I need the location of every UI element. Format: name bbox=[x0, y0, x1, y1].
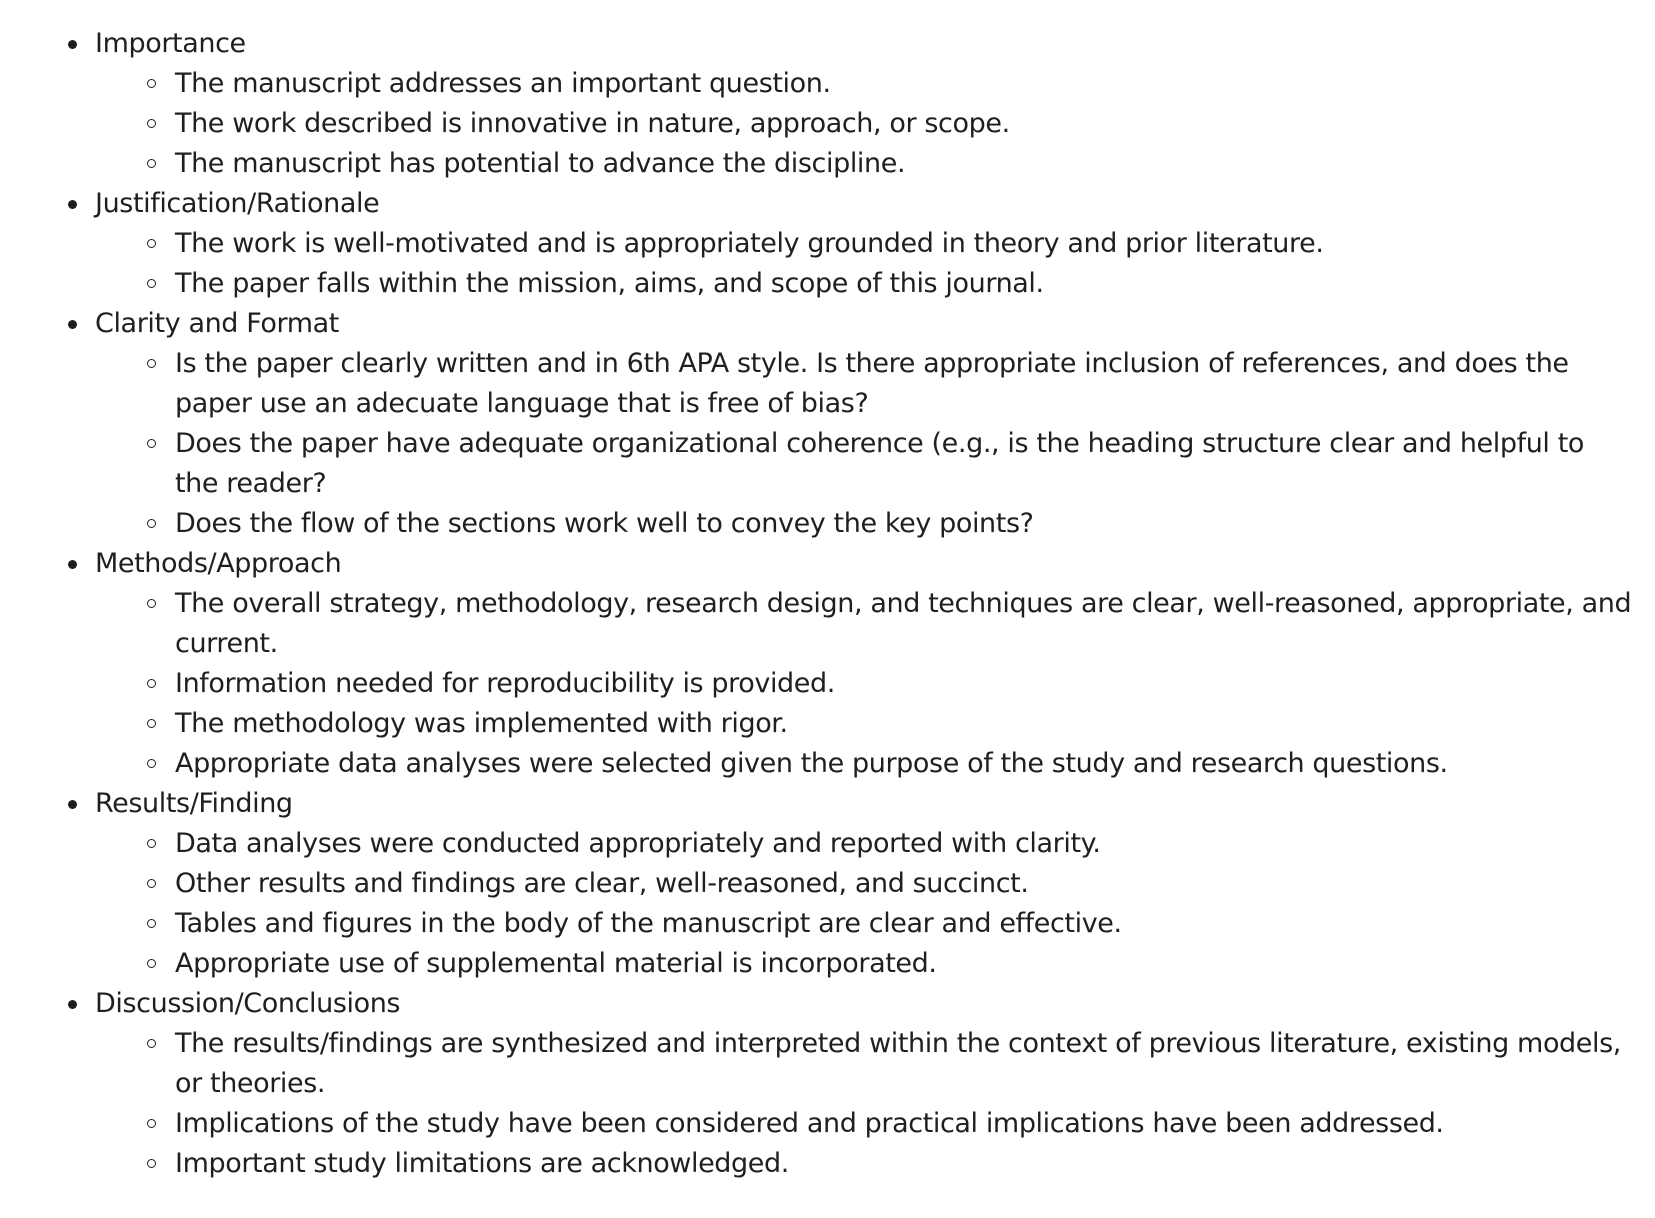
section-justification bbox=[95, 184, 1655, 304]
item-text: Implications of the study have been considered and practical implications have been addressed. bbox=[175, 1108, 1444, 1139]
item-text: The paper falls within the mission, aims, and scope of this journal. bbox=[175, 268, 1044, 299]
circle-bullet-icon bbox=[147, 759, 156, 768]
item-text: The manuscript addresses an important question. bbox=[175, 68, 831, 99]
list-item bbox=[175, 424, 1635, 504]
list-item bbox=[175, 824, 1635, 864]
section-importance bbox=[95, 24, 1655, 184]
circle-bullet-icon bbox=[147, 839, 156, 848]
item-text: Information needed for reproducibility is provided. bbox=[175, 668, 835, 699]
circle-bullet-icon bbox=[147, 959, 156, 968]
circle-bullet-icon bbox=[147, 1119, 156, 1128]
review-criteria-document bbox=[0, 24, 1655, 1184]
item-text: Other results and findings are clear, well-reasoned, and succinct. bbox=[175, 868, 1029, 899]
item-text: Important study limitations are acknowledged. bbox=[175, 1148, 789, 1179]
bullet-icon bbox=[68, 1000, 77, 1009]
item-text: The work described is innovative in nature, approach, or scope. bbox=[175, 108, 1010, 139]
bullet-icon bbox=[68, 320, 77, 329]
circle-bullet-icon bbox=[147, 79, 156, 88]
bullet-icon bbox=[68, 800, 77, 809]
section-title: Methods/Approach bbox=[95, 548, 342, 579]
circle-bullet-icon bbox=[147, 359, 156, 368]
item-text: Appropriate data analyses were selected given the purpose of the study and research questions. bbox=[175, 748, 1448, 779]
criteria-list bbox=[0, 24, 1655, 1184]
list-item bbox=[175, 104, 1635, 144]
circle-bullet-icon bbox=[147, 1039, 156, 1048]
sub-list bbox=[95, 824, 1655, 984]
circle-bullet-icon bbox=[147, 439, 156, 448]
circle-bullet-icon bbox=[147, 599, 156, 608]
bullet-icon bbox=[68, 40, 77, 49]
circle-bullet-icon bbox=[147, 919, 156, 928]
section-title: Importance bbox=[95, 28, 246, 59]
item-text: The overall strategy, methodology, research design, and techniques are clear, well-reasoned, appropriate, and current. bbox=[175, 588, 1632, 659]
section-results bbox=[95, 784, 1655, 984]
section-title: Justification/Rationale bbox=[95, 188, 380, 219]
circle-bullet-icon bbox=[147, 119, 156, 128]
sub-list bbox=[95, 1024, 1655, 1184]
sub-list bbox=[95, 64, 1655, 184]
item-text: Is the paper clearly written and in 6th APA style. Is there appropriate inclusion of references, and does the paper use an adecuate language that is free of bias? bbox=[175, 348, 1569, 419]
list-item bbox=[175, 704, 1635, 744]
sub-list bbox=[95, 344, 1655, 544]
bullet-icon bbox=[68, 200, 77, 209]
list-item bbox=[175, 144, 1635, 184]
circle-bullet-icon bbox=[147, 1159, 156, 1168]
item-text: The manuscript has potential to advance the discipline. bbox=[175, 148, 906, 179]
circle-bullet-icon bbox=[147, 279, 156, 288]
section-title: Clarity and Format bbox=[95, 308, 339, 339]
item-text: Data analyses were conducted appropriately and reported with clarity. bbox=[175, 828, 1101, 859]
list-item bbox=[175, 1104, 1635, 1144]
list-item bbox=[175, 1144, 1635, 1184]
sub-list bbox=[95, 584, 1655, 784]
list-item bbox=[175, 264, 1635, 304]
list-item bbox=[175, 224, 1635, 264]
section-clarity-format bbox=[95, 304, 1655, 544]
circle-bullet-icon bbox=[147, 159, 156, 168]
circle-bullet-icon bbox=[147, 879, 156, 888]
item-text: Does the flow of the sections work well to convey the key points? bbox=[175, 508, 1034, 539]
item-text: Tables and figures in the body of the manuscript are clear and effective. bbox=[175, 908, 1122, 939]
section-methods bbox=[95, 544, 1655, 784]
item-text: Appropriate use of supplemental material is incorporated. bbox=[175, 948, 937, 979]
list-item bbox=[175, 904, 1635, 944]
item-text: Does the paper have adequate organizational coherence (e.g., is the heading structure clear and helpful to the reader? bbox=[175, 428, 1584, 499]
section-discussion bbox=[95, 984, 1655, 1184]
list-item bbox=[175, 344, 1635, 424]
section-title: Results/Finding bbox=[95, 788, 293, 819]
circle-bullet-icon bbox=[147, 719, 156, 728]
list-item bbox=[175, 504, 1635, 544]
sub-list bbox=[95, 224, 1655, 304]
item-text: The results/findings are synthesized and interpreted within the context of previous literature, existing models, or theories. bbox=[175, 1028, 1621, 1099]
circle-bullet-icon bbox=[147, 679, 156, 688]
circle-bullet-icon bbox=[147, 519, 156, 528]
list-item bbox=[175, 1024, 1635, 1104]
list-item bbox=[175, 944, 1635, 984]
item-text: The work is well-motivated and is appropriately grounded in theory and prior literature. bbox=[175, 228, 1324, 259]
list-item bbox=[175, 864, 1635, 904]
circle-bullet-icon bbox=[147, 239, 156, 248]
item-text: The methodology was implemented with rigor. bbox=[175, 708, 788, 739]
section-title: Discussion/Conclusions bbox=[95, 988, 401, 1019]
list-item bbox=[175, 64, 1635, 104]
bullet-icon bbox=[68, 560, 77, 569]
list-item bbox=[175, 744, 1635, 784]
list-item bbox=[175, 664, 1635, 704]
list-item bbox=[175, 584, 1635, 664]
